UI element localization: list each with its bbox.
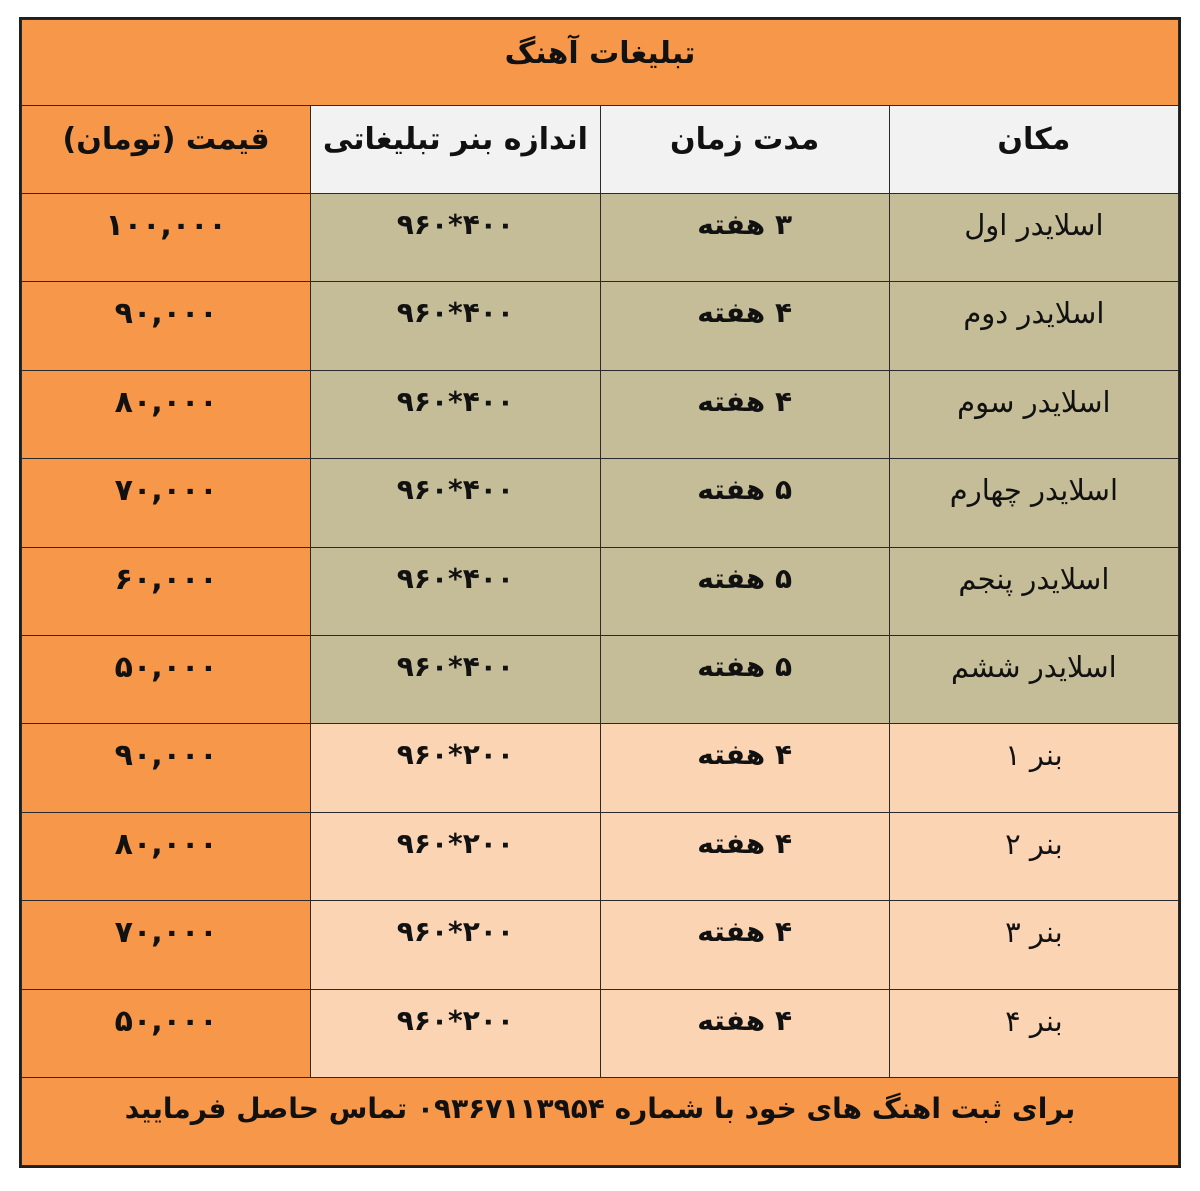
table-row bbox=[22, 812, 1179, 900]
cell-duration: ۴ هفته bbox=[600, 812, 889, 900]
cell-place: اسلایدر ششم bbox=[889, 635, 1178, 723]
cell-price: ۸۰,۰۰۰ bbox=[114, 384, 218, 420]
table-row bbox=[22, 635, 1179, 723]
cell-size: ۹۶۰*۴۰۰ bbox=[396, 649, 514, 683]
cell-place: بنر ۳ bbox=[889, 901, 1178, 989]
header-place: مکان bbox=[889, 106, 1178, 194]
cell-size: ۹۶۰*۴۰۰ bbox=[396, 561, 514, 595]
cell-place: اسلایدر پنجم bbox=[889, 547, 1178, 635]
cell-price: ۶۰,۰۰۰ bbox=[114, 561, 218, 597]
cell-price: ۱۰۰,۰۰۰ bbox=[105, 208, 227, 243]
cell-size: ۹۶۰*۴۰۰ bbox=[396, 384, 514, 418]
table-row bbox=[22, 901, 1179, 989]
cell-size: ۹۶۰*۲۰۰ bbox=[396, 915, 514, 949]
header-row bbox=[22, 106, 1179, 194]
cell-size: ۹۶۰*۲۰۰ bbox=[396, 1003, 514, 1037]
cell-place: بنر ۲ bbox=[889, 812, 1178, 900]
table-row bbox=[22, 989, 1179, 1077]
cell-price: ۹۰,۰۰۰ bbox=[114, 296, 218, 332]
table-row bbox=[22, 459, 1179, 547]
table-row bbox=[22, 547, 1179, 635]
cell-size: ۹۶۰*۴۰۰ bbox=[396, 473, 514, 507]
cell-size: ۹۶۰*۲۰۰ bbox=[396, 738, 514, 772]
cell-price: ۹۰,۰۰۰ bbox=[114, 738, 218, 774]
cell-duration: ۴ هفته bbox=[600, 989, 889, 1077]
title-row bbox=[22, 20, 1179, 106]
cell-place: بنر ۴ bbox=[889, 989, 1178, 1077]
cell-place: اسلایدر سوم bbox=[889, 370, 1178, 458]
cell-duration: ۴ هفته bbox=[600, 282, 889, 370]
price-table-sheet bbox=[19, 17, 1181, 1168]
table-row bbox=[22, 370, 1179, 458]
cell-duration: ۳ هفته bbox=[600, 194, 889, 282]
cell-size: ۹۶۰*۴۰۰ bbox=[396, 208, 514, 241]
table-row bbox=[22, 194, 1179, 282]
cell-size: ۹۶۰*۲۰۰ bbox=[396, 826, 514, 860]
header-size: اندازه بنر تبلیغاتی bbox=[311, 106, 600, 194]
contact-footer: برای ثبت اهنگ های خود با شماره ۰۹۳۶۷۱۱۳۹۵۴ تماس حاصل فرمایید bbox=[22, 1078, 1179, 1166]
cell-price: ۸۰,۰۰۰ bbox=[114, 826, 218, 862]
cell-price: ۵۰,۰۰۰ bbox=[114, 649, 218, 685]
cell-price: ۵۰,۰۰۰ bbox=[114, 1003, 218, 1039]
table-row bbox=[22, 724, 1179, 812]
cell-place: اسلایدر دوم bbox=[889, 282, 1178, 370]
header-price: قیمت (تومان) bbox=[22, 106, 311, 194]
cell-duration: ۴ هفته bbox=[600, 724, 889, 812]
table-body bbox=[22, 194, 1179, 1078]
cell-price: ۷۰,۰۰۰ bbox=[114, 915, 218, 951]
cell-size: ۹۶۰*۴۰۰ bbox=[396, 296, 514, 330]
footer-row bbox=[22, 1078, 1179, 1166]
cell-duration: ۵ هفته bbox=[600, 459, 889, 547]
cell-place: اسلایدر اول bbox=[889, 194, 1178, 282]
cell-duration: ۵ هفته bbox=[600, 635, 889, 723]
cell-duration: ۵ هفته bbox=[600, 547, 889, 635]
table-title: تبلیغات آهنگ bbox=[22, 20, 1179, 106]
cell-place: اسلایدر چهارم bbox=[889, 459, 1178, 547]
table-row bbox=[22, 282, 1179, 370]
header-duration: مدت زمان bbox=[600, 106, 889, 194]
cell-duration: ۴ هفته bbox=[600, 901, 889, 989]
cell-duration: ۴ هفته bbox=[600, 370, 889, 458]
pricing-table bbox=[21, 19, 1179, 1166]
cell-price: ۷۰,۰۰۰ bbox=[114, 473, 218, 509]
cell-place: بنر ۱ bbox=[889, 724, 1178, 812]
